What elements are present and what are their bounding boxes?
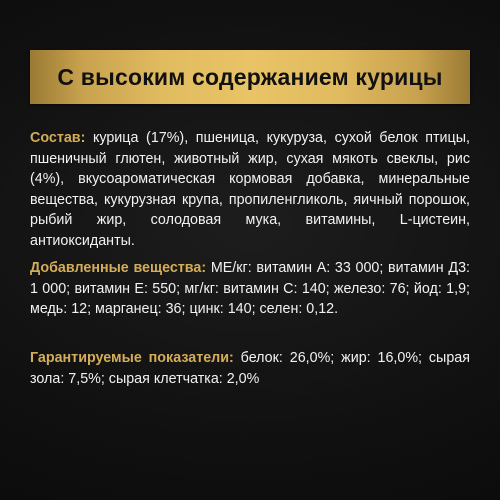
additives-section <box>30 258 470 320</box>
guaranteed-section <box>30 348 470 389</box>
additives-heading: Добавленные вещества: <box>30 260 207 276</box>
composition-heading: Состав: <box>30 130 86 146</box>
composition-section <box>30 128 470 251</box>
banner-title: С высоким содержанием курицы <box>57 63 443 90</box>
title-banner <box>30 50 470 104</box>
guaranteed-text: белок: 26,0%; жир: 16,0%; сырая зола: 7,5%; сырая клетчатка: 2,0% <box>30 350 470 387</box>
additives-text: МЕ/кг: витамин А: 33 000; витамин Д3: 1 000; витамин Е: 550; мг/кг: витамин С: 140; железо: 76; йод: 1,9; медь: 12; марганец: 36; цинк: 140; селен: 0,12. <box>30 260 470 317</box>
composition-text: курица (17%), пшеница, кукуруза, сухой белок птицы, пшеничный глютен, животный жир, сухая мякоть свеклы, рис (4%), вкусоароматическая кормовая добавка, минеральные вещества, кукурузная крупа, пропиленгликоль, яичный порошок, рыбий жир, солодовая мука, витамины, L-цистеин, антиоксиданты. <box>30 130 470 249</box>
guaranteed-heading: Гарантируемые показатели: <box>30 350 234 366</box>
